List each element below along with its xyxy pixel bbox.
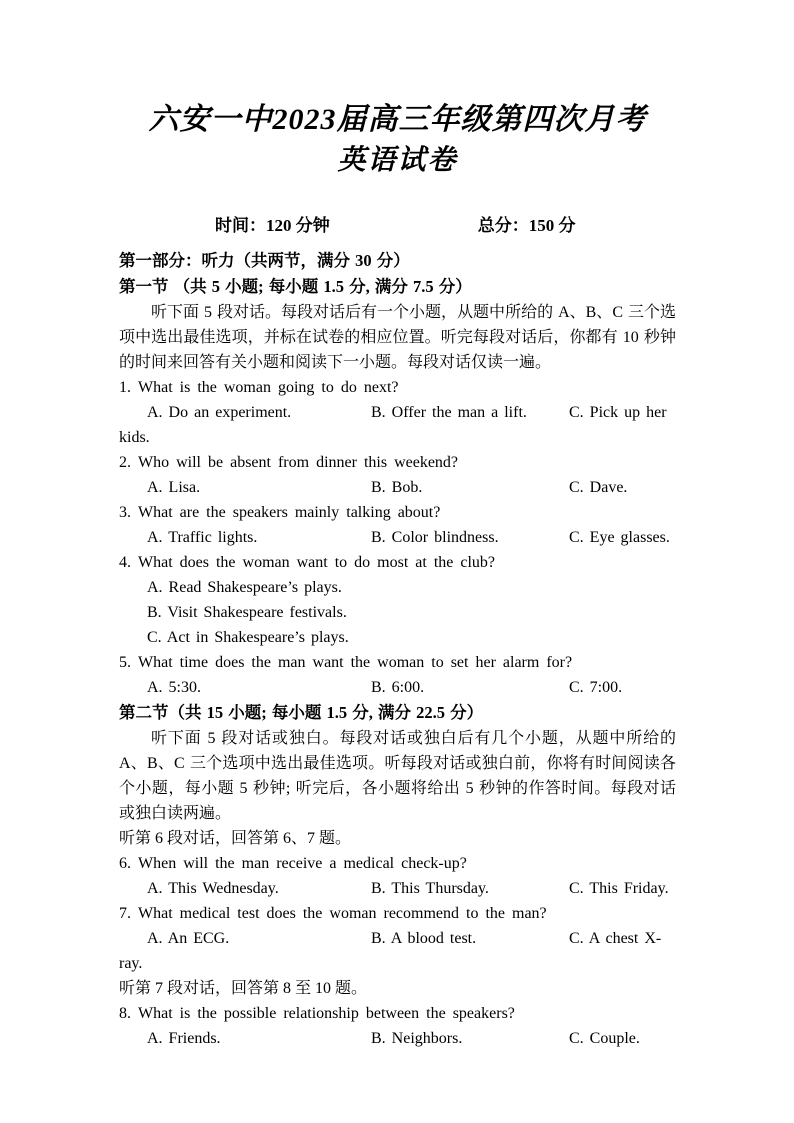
question-3 — [119, 500, 676, 550]
question-5-text — [119, 650, 676, 675]
option-c: C. This Friday. — [569, 880, 669, 897]
option-c: C. 7:00. — [569, 679, 623, 696]
option-c: C. Couple. — [569, 1030, 640, 1047]
question-number: 2. — [119, 454, 131, 471]
option-a: A. Lisa. — [147, 479, 201, 496]
question-5-options — [119, 675, 676, 700]
time-label: 时间：120 分钟 — [215, 216, 330, 235]
option-b: B. A blood test. — [371, 930, 477, 947]
question-stem: Who will be absent from dinner this weekend? — [138, 454, 459, 471]
option-b: B. 6:00. — [371, 679, 425, 696]
option-a: A. Read Shakespeare’s plays. — [147, 579, 342, 596]
question-stem: What is the possible relationship between the speakers? — [138, 1005, 515, 1022]
dialogue-6-note: 听第 6 段对话，回答第 6、7 题。 — [119, 830, 352, 847]
question-4 — [119, 550, 676, 650]
question-8-options — [119, 1026, 676, 1051]
question-stem: What time does the man want the woman to set her alarm for? — [138, 654, 573, 671]
question-3-text — [119, 500, 676, 525]
question-number: 1. — [119, 379, 131, 396]
question-7 — [119, 901, 676, 976]
option-c: C. Dave. — [569, 479, 628, 496]
question-1 — [119, 375, 676, 450]
exam-title: 六安一中2023届高三年级第四次月考 — [148, 103, 647, 136]
question-6-text — [119, 851, 676, 876]
question-stem: What medical test does the woman recommend to the man? — [138, 905, 547, 922]
question-stem: When will the man receive a medical check-up? — [138, 855, 467, 872]
option-a: A. Friends. — [147, 1030, 221, 1047]
option-a: A. 5:30. — [147, 679, 201, 696]
option-a: A. Traffic lights. — [147, 529, 258, 546]
question-5 — [119, 650, 676, 700]
total-score-label: 总分：150 分 — [477, 216, 576, 235]
question-8 — [119, 1001, 676, 1051]
question-6 — [119, 851, 676, 901]
option-b: B. Offer the man a lift. — [371, 404, 527, 421]
option-b: B. Bob. — [371, 479, 423, 496]
part1-heading: 第一部分：听力（共两节，满分 30 分） — [119, 251, 410, 270]
section1-heading: 第一节 （共 5 小题; 每小题 1.5 分, 满分 7.5 分） — [119, 277, 472, 296]
question-stem: What does the woman want to do most at the club? — [138, 554, 496, 571]
section1-instructions: 听下面 5 段对话。每段对话后有一个小题，从题中所给的 A、B、C 三个选项中选出最佳选项，并标在试卷的相应位置。听完每段对话后，你都有 10 秒钟的时间来回答有关小题和阅读下一小题。每段对话仅读一遍。 — [119, 304, 676, 371]
option-b: B. Neighbors. — [371, 1030, 463, 1047]
option-c-continuation: kids. — [119, 429, 150, 446]
question-2-text — [119, 450, 676, 475]
question-number: 7. — [119, 905, 131, 922]
option-b: B. Color blindness. — [371, 529, 499, 546]
question-7-text — [119, 901, 676, 926]
option-b: B. This Thursday. — [371, 880, 489, 897]
question-number: 5. — [119, 654, 131, 671]
question-number: 4. — [119, 554, 131, 571]
exam-meta — [119, 214, 676, 238]
question-3-options — [119, 525, 676, 550]
option-a: A. An ECG. — [147, 930, 230, 947]
dialogue-7-note: 听第 7 段对话，回答第 8 至 10 题。 — [119, 980, 368, 997]
question-1-text — [119, 375, 676, 400]
question-stem: What is the woman going to do next? — [138, 379, 399, 396]
option-b: B. Visit Shakespeare festivals. — [147, 604, 347, 621]
option-a: A. Do an experiment. — [147, 404, 292, 421]
option-c: C. A chest X- — [569, 930, 662, 947]
question-7-options — [119, 926, 676, 951]
option-c-continuation: ray. — [119, 955, 143, 972]
option-c: C. Pick up her — [569, 404, 667, 421]
question-8-text — [119, 1001, 676, 1026]
option-a: A. This Wednesday. — [147, 880, 279, 897]
question-stem: What are the speakers mainly talking about? — [138, 504, 441, 521]
section2-heading: 第二节（共 15 小题; 每小题 1.5 分, 满分 22.5 分） — [119, 703, 484, 722]
question-6-options — [119, 876, 676, 901]
question-number: 8. — [119, 1005, 131, 1022]
question-2 — [119, 450, 676, 500]
question-4-options — [119, 575, 676, 650]
option-c: C. Eye glasses. — [569, 529, 670, 546]
question-number: 6. — [119, 855, 131, 872]
question-number: 3. — [119, 504, 131, 521]
option-c: C. Act in Shakespeare’s plays. — [147, 629, 349, 646]
exam-subtitle: 英语试卷 — [337, 145, 458, 176]
question-4-text — [119, 550, 676, 575]
question-2-options — [119, 475, 676, 500]
section2-instructions: 听下面 5 段对话或独白。每段对话或独白后有几个小题，从题中所给的 A、B、C 三个选项中选出最佳选项。听每段对话或独白前，你将有时间阅读各个小题，每小题 5 秒钟; 听完后，各小题将给出 5 秒钟的作答时间。每段对话或独白读两遍。 — [119, 730, 676, 822]
question-1-options — [119, 400, 676, 425]
